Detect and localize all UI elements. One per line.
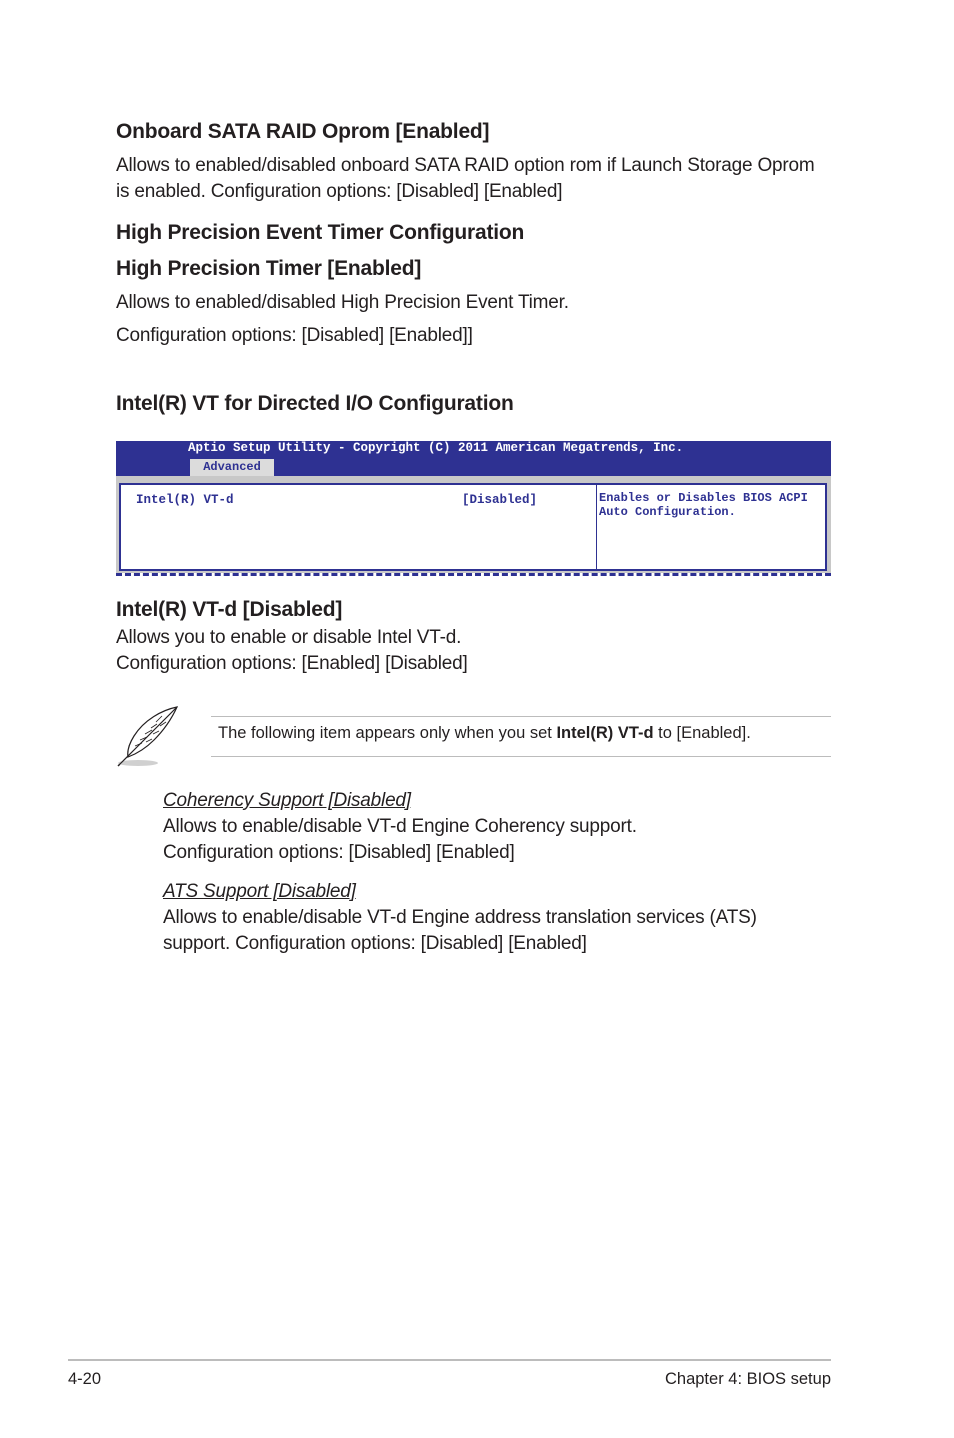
bios-item-vtd-value[interactable]: [Disabled]: [462, 493, 538, 507]
hpet-heading: High Precision Timer [Enabled]: [116, 257, 422, 280]
ats-heading: ATS Support [Disabled]: [163, 881, 356, 902]
hpet-desc-line2: Configuration options: [Disabled] [Enabled]]: [116, 325, 473, 346]
sata-raid-desc-line2: is enabled. Configuration options: [Disabled] [Enabled]: [116, 181, 563, 202]
bios-items-panel: [119, 483, 598, 571]
bios-screenshot: [116, 441, 831, 577]
bios-item-vtd-label[interactable]: Intel(R) VT-d: [136, 493, 234, 507]
bios-tab-advanced[interactable]: Advanced: [190, 459, 274, 476]
feather-pen-icon: [114, 704, 180, 768]
note-bottom-rule: [211, 756, 831, 757]
vtd-desc-line2: Configuration options: [Enabled] [Disabled]: [116, 653, 468, 674]
sata-raid-heading: Onboard SATA RAID Oprom [Enabled]: [116, 120, 490, 143]
vtd-heading: Intel(R) VT-d [Disabled]: [116, 598, 343, 621]
page-number: 4-20: [68, 1370, 102, 1388]
bios-header: [116, 441, 831, 476]
bios-help-panel: [597, 483, 827, 571]
hpet-config-heading: High Precision Event Timer Configuration: [116, 221, 525, 244]
hpet-desc-line1: Allows to enabled/disabled High Precision Event Timer.: [116, 292, 569, 313]
footer-rule: [68, 1359, 831, 1361]
bios-cut-edge: [116, 573, 831, 576]
bios-help-text: Enables or Disables BIOS ACPI Auto Configuration.: [599, 491, 808, 519]
bios-body: [116, 476, 831, 573]
vtd-config-heading: Intel(R) VT for Directed I/O Configuration: [116, 392, 514, 415]
note-top-rule: [211, 716, 831, 717]
coherency-heading: Coherency Support [Disabled]: [163, 790, 411, 811]
coherency-desc-line2: Configuration options: [Disabled] [Enabled]: [163, 842, 515, 863]
coherency-desc-line1: Allows to enable/disable VT-d Engine Coherency support.: [163, 816, 637, 837]
note-text: The following item appears only when you set Intel(R) VT-d to [Enabled].: [218, 724, 751, 742]
ats-desc-line1: Allows to enable/disable VT-d Engine address translation services (ATS): [163, 907, 757, 928]
vtd-desc-line1: Allows you to enable or disable Intel VT-d.: [116, 627, 462, 648]
bios-title: Aptio Setup Utility - Copyright (C) 2011 American Megatrends, Inc.: [188, 441, 684, 455]
note-bold-item: Intel(R) VT-d: [556, 724, 654, 742]
sata-raid-desc-line1: Allows to enabled/disabled onboard SATA RAID option rom if Launch Storage Oprom: [116, 155, 815, 176]
chapter-label: Chapter 4: BIOS setup: [664, 1370, 831, 1388]
ats-desc-line2: support. Configuration options: [Disabled] [Enabled]: [163, 933, 587, 954]
